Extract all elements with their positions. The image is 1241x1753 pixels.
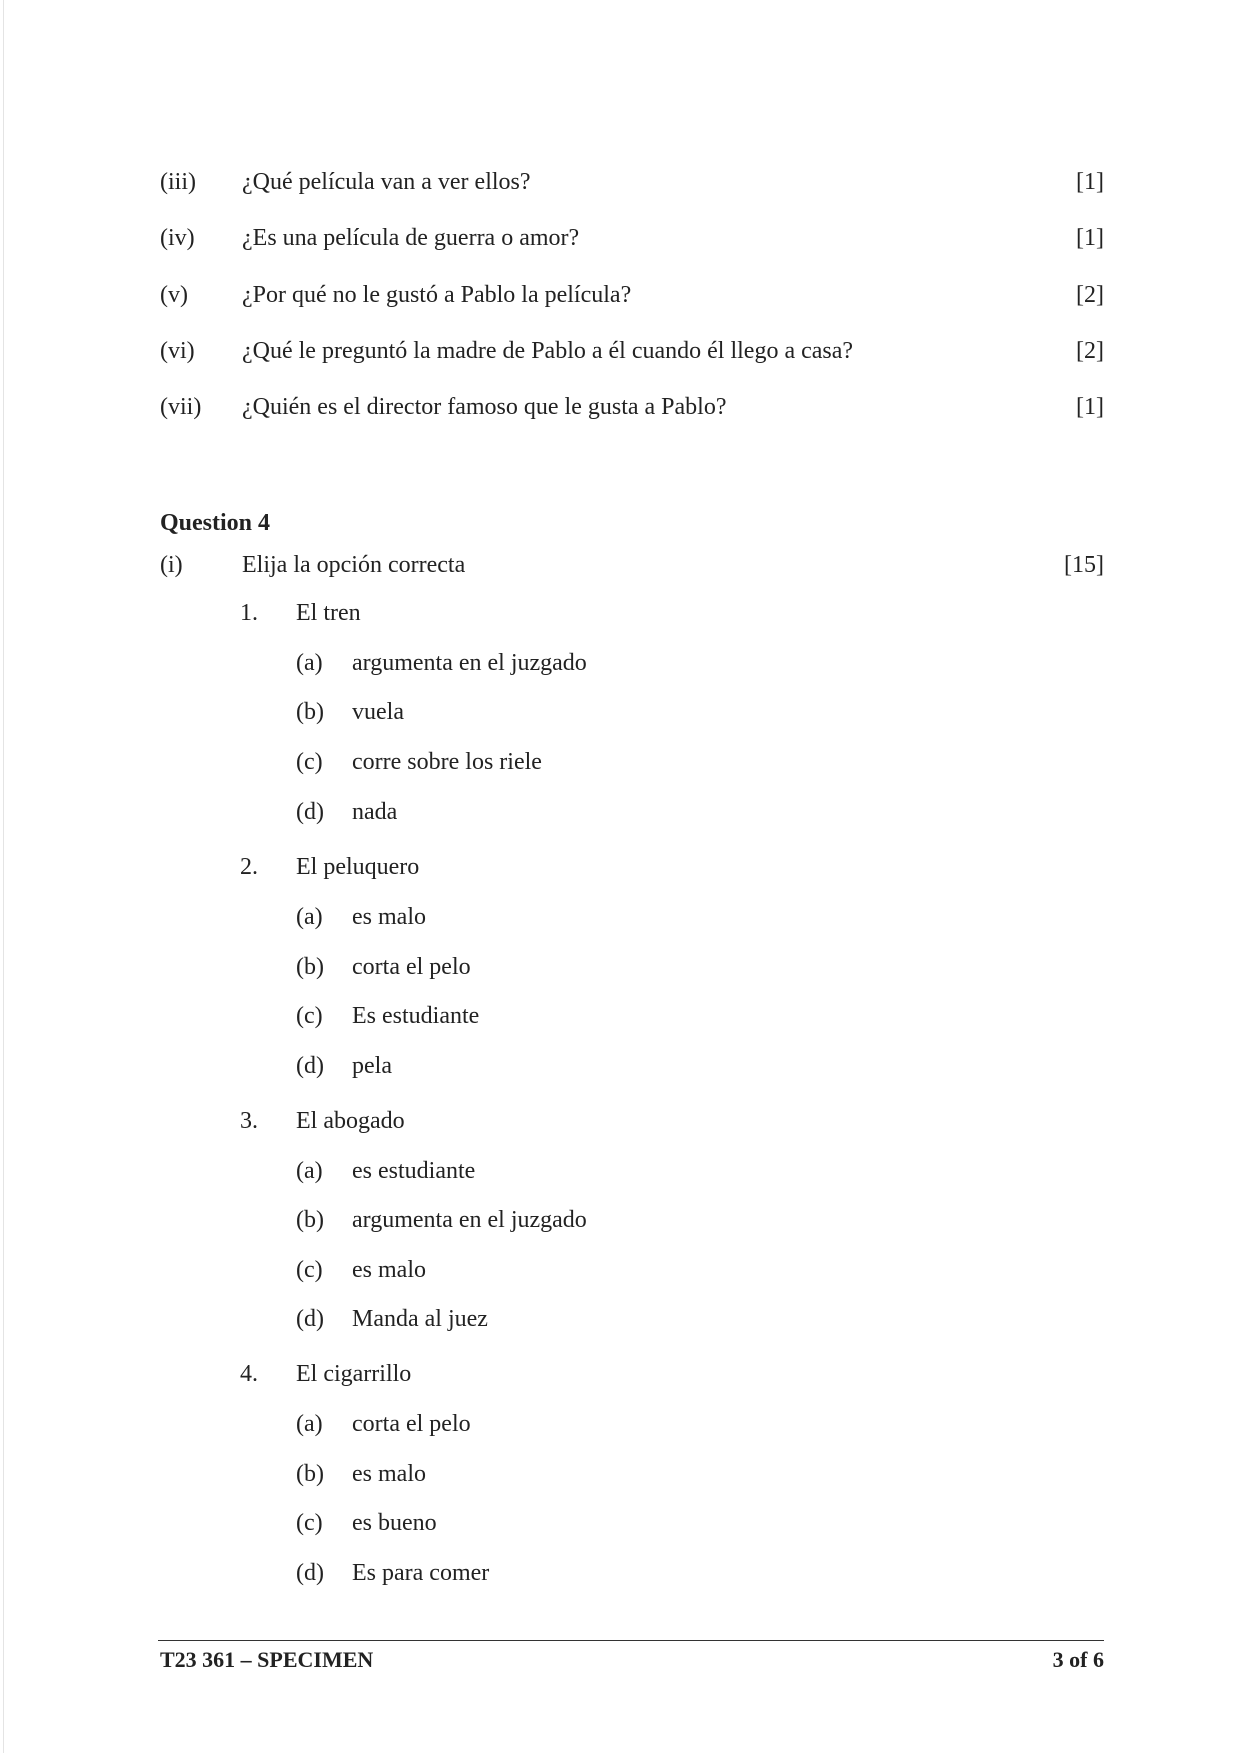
option-letter: (a) — [296, 650, 323, 676]
question-number: (vii) — [160, 394, 202, 420]
footer-page-number: 3 of 6 — [1052, 1647, 1104, 1672]
option-text: Es estudiante — [352, 1003, 480, 1029]
option-letter: (d) — [296, 1306, 324, 1332]
item-number: 2. — [240, 854, 258, 880]
option-text: argumenta en el juzgado — [352, 1207, 587, 1233]
item-prompt: El tren — [296, 600, 361, 626]
item-prompt: El cigarrillo — [296, 1361, 412, 1387]
question-text: ¿Por qué no le gustó a Pablo la película? — [242, 282, 632, 308]
option-text: Manda al juez — [352, 1306, 488, 1332]
question-marks: [1] — [1076, 169, 1104, 195]
option-letter: (b) — [296, 1461, 324, 1487]
question-row-vii — [160, 389, 1104, 425]
option-text: es malo — [352, 904, 426, 930]
option-letter: (b) — [296, 699, 324, 725]
part-number: (i) — [160, 552, 183, 578]
item-number: 1. — [240, 600, 258, 626]
option-letter: (b) — [296, 954, 324, 980]
option-letter: (c) — [296, 749, 323, 775]
section-title: Question 4 — [160, 510, 271, 536]
question-number: (v) — [160, 282, 188, 308]
option-text: es bueno — [352, 1510, 437, 1536]
item-number: 3. — [240, 1108, 258, 1134]
question-row-v — [160, 277, 1104, 313]
option-text: es malo — [352, 1461, 426, 1487]
option-letter: (b) — [296, 1207, 324, 1233]
option-text: es estudiante — [352, 1158, 476, 1184]
question-row-iii — [160, 164, 1104, 200]
option-letter: (c) — [296, 1003, 323, 1029]
question-text: ¿Qué película van a ver ellos? — [242, 169, 531, 195]
option-letter: (d) — [296, 1560, 324, 1586]
option-text: pela — [352, 1053, 392, 1079]
item-number: 4. — [240, 1361, 258, 1387]
question-text: ¿Quién es el director famoso que le gusta a Pablo? — [242, 394, 727, 420]
question-marks: [1] — [1076, 225, 1104, 251]
option-letter: (a) — [296, 1411, 323, 1437]
option-text: nada — [352, 799, 398, 825]
option-text: argumenta en el juzgado — [352, 650, 587, 676]
option-text: es malo — [352, 1257, 426, 1283]
question-marks: [15] — [1064, 552, 1104, 578]
item-prompt: El abogado — [296, 1108, 405, 1134]
instruction-text: Elija la opción correcta — [242, 552, 466, 578]
question4-instruction-row — [160, 547, 1104, 583]
option-letter: (d) — [296, 799, 324, 825]
question-row-vi — [160, 333, 1104, 369]
option-letter: (d) — [296, 1053, 324, 1079]
footer-code: T23 361 – SPECIMEN — [160, 1647, 374, 1672]
question-number: (vi) — [160, 338, 195, 364]
scan-edge-line — [3, 0, 4, 1753]
question-marks: [2] — [1076, 338, 1104, 364]
question-marks: [2] — [1076, 282, 1104, 308]
option-text: corre sobre los riele — [352, 749, 542, 775]
item-prompt: El peluquero — [296, 854, 420, 880]
option-letter: (c) — [296, 1257, 323, 1283]
option-letter: (c) — [296, 1510, 323, 1536]
option-letter: (a) — [296, 904, 323, 930]
question-text: ¿Qué le preguntó la madre de Pablo a él cuando él llego a casa? — [242, 338, 854, 364]
question-number: (iv) — [160, 225, 195, 251]
option-text: Es para comer — [352, 1560, 490, 1586]
option-text: corta el pelo — [352, 954, 471, 980]
question-row-iv — [160, 220, 1104, 256]
option-text: corta el pelo — [352, 1411, 471, 1437]
footer-divider — [158, 1640, 1104, 1641]
question-text: ¿Es una película de guerra o amor? — [242, 225, 580, 251]
question-marks: [1] — [1076, 394, 1104, 420]
question-number: (iii) — [160, 169, 196, 195]
option-text: vuela — [352, 699, 404, 725]
option-letter: (a) — [296, 1158, 323, 1184]
